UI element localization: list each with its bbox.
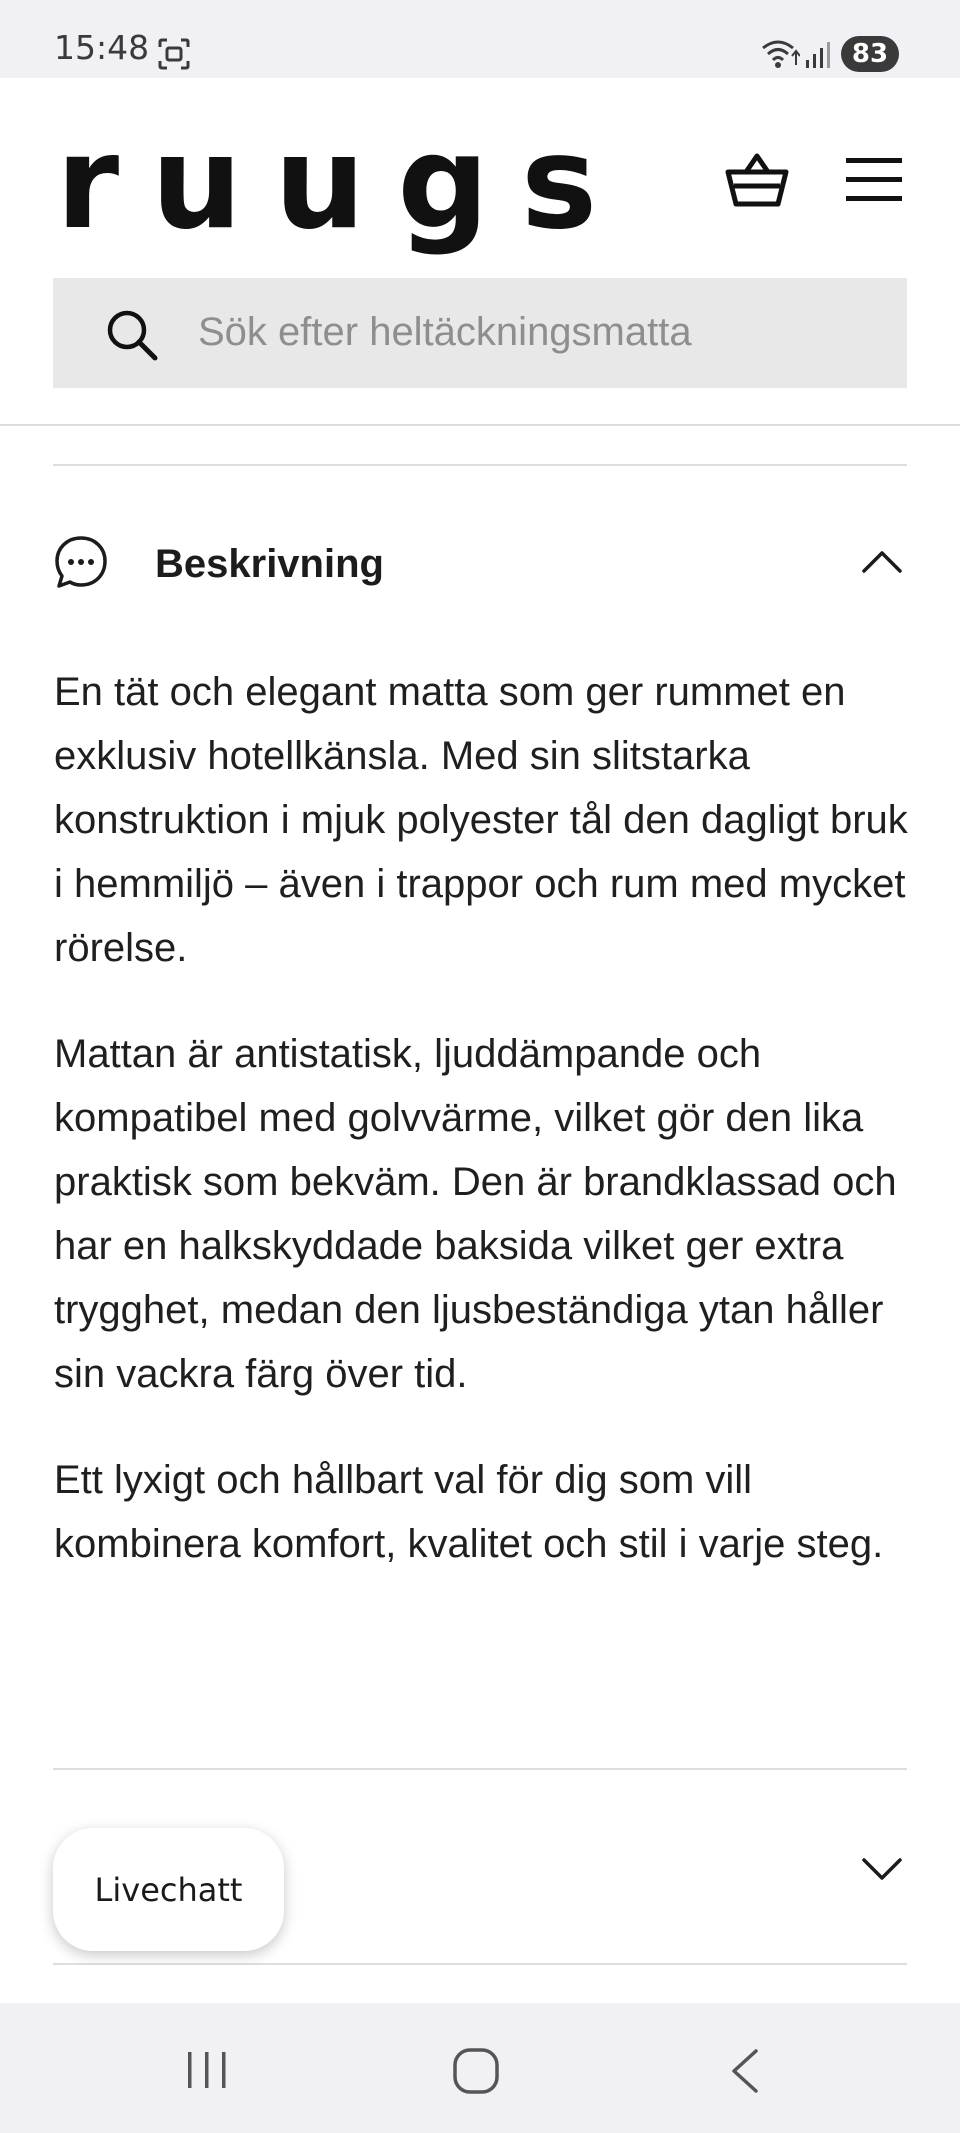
chat-bubble-icon bbox=[53, 534, 109, 590]
status-bar bbox=[0, 0, 960, 78]
description-paragraph: En tät och elegant matta som ger rummet en exklusiv hotellkänsla. Med sin slitstarka konstruktion i mjuk polyester tål den dagligt bruk i hemmiljö – även i trappor och rum med mycket rörelse. bbox=[54, 670, 908, 970]
livechat-button[interactable]: Livechatt bbox=[53, 1828, 284, 1951]
recents-icon[interactable] bbox=[186, 2050, 228, 2090]
back-icon[interactable] bbox=[726, 2048, 762, 2094]
chevron-up-icon[interactable] bbox=[861, 546, 903, 576]
home-icon[interactable] bbox=[452, 2047, 500, 2095]
battery-indicator: 83 bbox=[841, 36, 899, 72]
description-paragraph: Mattan är antistatisk, ljuddämpande och kompatibel med golvvärme, vilket gör den lika praktisk som bekväm. Den är brandklassad och har en halkskyddade baksida vilket ger extra trygghet, medan den ljusbeständiga ytan håller sin vackra färg över tid. bbox=[54, 1032, 897, 1396]
search-bar[interactable] bbox=[53, 278, 907, 388]
system-navigation-bar bbox=[0, 2003, 960, 2133]
screenshot-icon bbox=[156, 36, 192, 72]
description-body bbox=[54, 660, 914, 1618]
site-header bbox=[0, 78, 960, 426]
section-title: Beskrivning bbox=[155, 542, 384, 586]
search-input[interactable]: Sök efter heltäckningsmatta bbox=[198, 310, 692, 354]
signal-icon bbox=[805, 40, 831, 68]
description-accordion-header[interactable] bbox=[53, 530, 907, 596]
status-time: 15:48 bbox=[54, 28, 150, 67]
menu-icon[interactable] bbox=[846, 156, 902, 204]
description-paragraph: Ett lyxigt och hållbart val för dig som vill kombinera komfort, kvalitet och stil i varje steg. bbox=[54, 1458, 884, 1566]
search-icon[interactable] bbox=[105, 308, 159, 362]
basket-icon[interactable] bbox=[724, 150, 790, 210]
wifi-icon bbox=[760, 36, 800, 70]
chevron-down-icon[interactable] bbox=[861, 1854, 903, 1884]
section-divider bbox=[53, 464, 907, 466]
section-divider bbox=[53, 1963, 907, 1965]
ruugs-logo[interactable]: ruugs bbox=[56, 109, 630, 258]
